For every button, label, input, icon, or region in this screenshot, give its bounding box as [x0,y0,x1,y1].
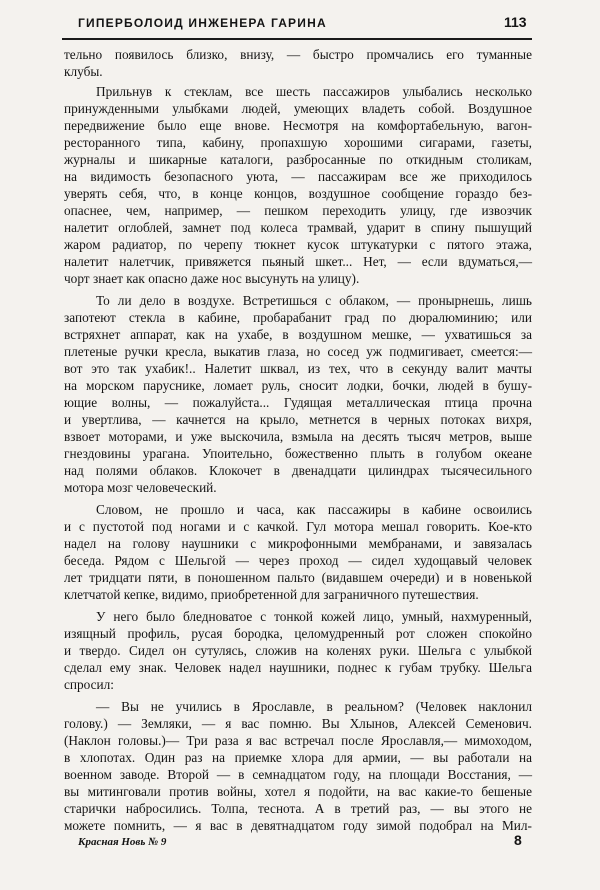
text-line: и твердо. Сидел он сутулясь, сложив на коленях руки. Шельга с улыбкой [64,643,532,658]
text-line: принужденными улыбками людей, умеющих владеть собой. Воздушное [64,101,532,116]
text-line: спросил: [64,677,114,692]
text-line: вот это так ухабик!.. Налетит шквал, из тех, что в секунду валит мачты [64,361,532,376]
text-line: клубы. [64,64,103,79]
text-line: запотеют стекла в кабине, пробарабанит град по дюралюминию; или [64,310,532,325]
text-line: передвижение было еще вновe. Несмотря на комфортабельную, вагон- [64,118,532,133]
text-line: То ли дело в воздухе. Встретишься с облаком, — пронырнешь, лишь [96,293,532,308]
text-line: военном заводе. Второй — в семнадцатом году, на площади Восстания, — [64,767,532,782]
footer-signature-number: 8 [514,832,522,848]
text-line: налетит налетчик, привяжется пьяный шкет... Нет, — если вдуматься,— [64,254,532,269]
text-line: надел на голову наушники с микрофонными мембранами, и завязалась [64,536,532,551]
text-line: голову.) — Земляки, — я вас помню. Вы Хлынов, Алексей Семенович. [64,716,532,731]
text-line: мотора мозг человеческий. [64,480,217,495]
text-line: — Вы не учились в Ярославле, в реальном? (Человек наклонил [96,699,532,714]
text-line: опаснее, чем, например, — пешком переходить улицу, где извозчик [64,203,532,218]
text-line: изящный профиль, русая бородка, целомудренный рот сложен спокойно [64,626,532,641]
text-line: клетчатой кепке, видимо, приобретенной для заграничного путешествия. [64,587,479,602]
text-line: ющие волны, — пожалуйста... Гудящая металлическая птица прочна [64,395,532,410]
text-line: взвоет моторами, и уже выскочила, взмыла на десять тысяч метров, выше [64,429,532,444]
text-line: Словом, не прошло и часа, как пассажиры в кабине освоились [96,502,532,517]
text-line: старички набросились. Толпа, теснота. А в третий раз, — вы этого не [64,801,532,816]
text-line: и увертлива, — качнется на крыло, метнется в черных потоках вихря, [64,412,532,427]
text-line: на морском паруснике, ломает руль, сносит лодки, бочки, людей в бушу- [64,378,532,393]
text-line: на видимость безопасного уюта, — пассажирам все же приходилось [64,169,532,184]
text-line: сделал ему знак. Человек надел наушники, поднес к губам трубку. Шельга [64,660,532,675]
text-line: плетеные ручки кресла, выкатив глаза, но сосед уж подмигивает, смеется:— [64,344,532,359]
text-line: жаром радиатор, по черепу тюкнет кусок штукатурки с пятого этажа, [64,237,532,252]
page-number: 113 [504,14,527,30]
text-line: над полями облаков. Клокочет в двенадцати цилиндрах тысячесильного [64,463,532,478]
text-line: журналы и шикарные каталоги, разбросанные по откидным столикам, [64,152,532,167]
text-line: чорт знает как опасно даже нос высунуть на улицу). [64,271,360,286]
text-line: ресторанного типа, кабину, пропахшую хорошими сигарами, газеты, [64,135,532,150]
text-line: лет тридцати пяти, в поношенном пальто (видавшем очереди) и в новенькой [64,570,532,585]
text-line: налетит оглоблей, замнет под колеса трамвай, ударит в спину пышущий [64,220,532,235]
text-line: можете помнить, — я вас в девятнадцатом году зимой подобрал на Мил- [64,818,532,833]
running-header-title: ГИПЕРБОЛОИД ИНЖЕНЕРА ГАРИНА [78,16,327,30]
text-line: гнездовины урагана. Упоительно, божественно плыть в голубом океане [64,446,532,461]
text-line: беседа. Рядом с Шельгой — через проход — сидел худощавый человек [64,553,532,568]
text-line: и с пустотой под ногами и с качкой. Гул мотора мешал говорить. Кое-кто [64,519,532,534]
footer-journal-signature: Красная Новь № 9 [78,836,167,848]
text-line: в хлопотах. Один раз на приемке хлора для армии, — вы работали на [64,750,532,765]
text-line: У него было бледноватое с тонкой кожей лицо, умный, нахмуренный, [96,609,532,624]
text-line: (Наклон головы.)— Три раза я вас встречал после Ярославля,— мимоходом, [64,733,532,748]
text-line: Прильнув к стеклам, все шесть пассажиров улыбались несколько [96,84,532,99]
text-line: вы митинговали против войны, хотел я подойти, на вас какие-то бешеные [64,784,532,799]
text-line: тельно появилось близко, внизу, — быстро промчались его туманные [64,47,532,62]
text-line: уверять себя, что, в конце концов, воздушное сообщение гораздо без- [64,186,532,201]
text-line: встряхнет аппарат, как на ухабе, в воздушном мешке, — ухватишься за [64,327,532,342]
header-rule [62,38,532,40]
